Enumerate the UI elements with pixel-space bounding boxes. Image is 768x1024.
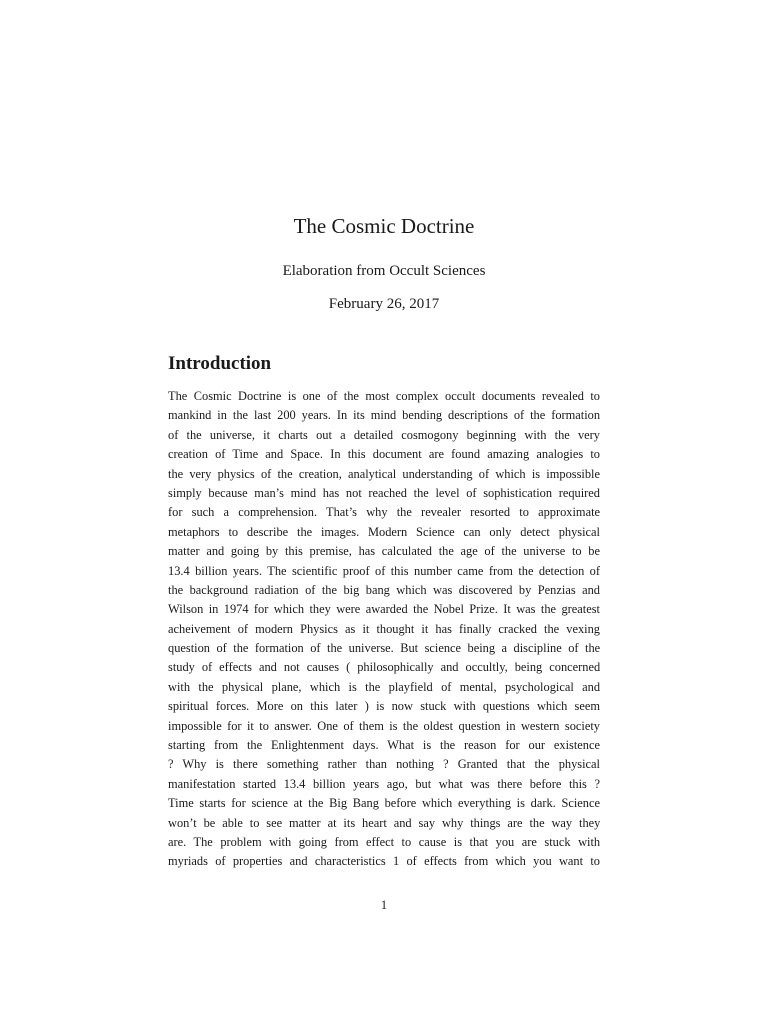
body-paragraph — [168, 387, 600, 872]
body-line: spiritual forces. More on this later ) is now stuck with questions which seem — [168, 699, 600, 714]
body-line: simply because man’s mind has not reached the level of sophistication required — [168, 485, 600, 500]
body-line: starting from the Enlightenment days. What is the reason for our existence — [168, 738, 600, 753]
body-line: The Cosmic Doctrine is one of the most complex occult documents revealed to — [168, 389, 600, 403]
body-line: the very physics of the creation, analytical understanding of which is impossible — [168, 466, 600, 481]
body-line: creation of Time and Space. In this document are found amazing analogies to — [168, 447, 600, 462]
body-line: ? Why is there something rather than nothing ? Granted that the physical — [168, 757, 600, 772]
body-line: acheivement of modern Physics as it thought it has finally cracked the vexing — [168, 621, 600, 636]
body-line: Time starts for science at the Big Bang before which everything is dark. Science — [168, 796, 600, 811]
body-line: impossible for it to answer. One of them is the oldest question in western society — [168, 718, 600, 733]
document-date: February 26, 2017 — [328, 296, 440, 312]
body-line: question of the formation of the universe. But science being a discipline of the — [168, 641, 600, 656]
page-number: 1 — [380, 898, 388, 912]
body-line: for such a comprehension. That’s why the revealer resorted to approximate — [168, 505, 600, 520]
body-line: study of effects and not causes ( philosophically and occultly, being concerned — [168, 660, 600, 675]
body-line: are. The problem with going from effect to cause is that you are stuck with — [168, 834, 600, 849]
body-line: with the physical plane, which is the playfield of mental, psychological and — [168, 679, 600, 694]
section-heading-introduction: Introduction — [168, 353, 272, 374]
body-line: 13.4 billion years. The scientific proof of this number came from the detection of — [168, 563, 600, 578]
body-line: won’t be able to see matter at its heart and say why things are the way they — [168, 815, 600, 830]
body-line: matter and going by this premise, has calculated the age of the universe to be — [168, 544, 600, 559]
body-line: myriads of properties and characteristics 1 of effects from which you want to — [168, 854, 600, 869]
document-title: The Cosmic Doctrine — [293, 214, 475, 238]
body-line: Wilson in 1974 for which they were awarded the Nobel Prize. It was the greatest — [168, 602, 600, 617]
body-line: of the universe, it charts out a detailed cosmogony beginning with the very — [168, 427, 600, 442]
body-line: metaphors to describe the images. Modern Science can only detect physical — [168, 524, 600, 539]
document-subtitle: Elaboration from Occult Sciences — [282, 263, 486, 279]
body-line: the background radiation of the big bang which was discovered by Penzias and — [168, 582, 600, 597]
body-line: manifestation started 13.4 billion years ago, but what was there before this ? — [168, 776, 600, 791]
body-line: mankind in the last 200 years. In its mind bending descriptions of the formation — [168, 408, 600, 423]
